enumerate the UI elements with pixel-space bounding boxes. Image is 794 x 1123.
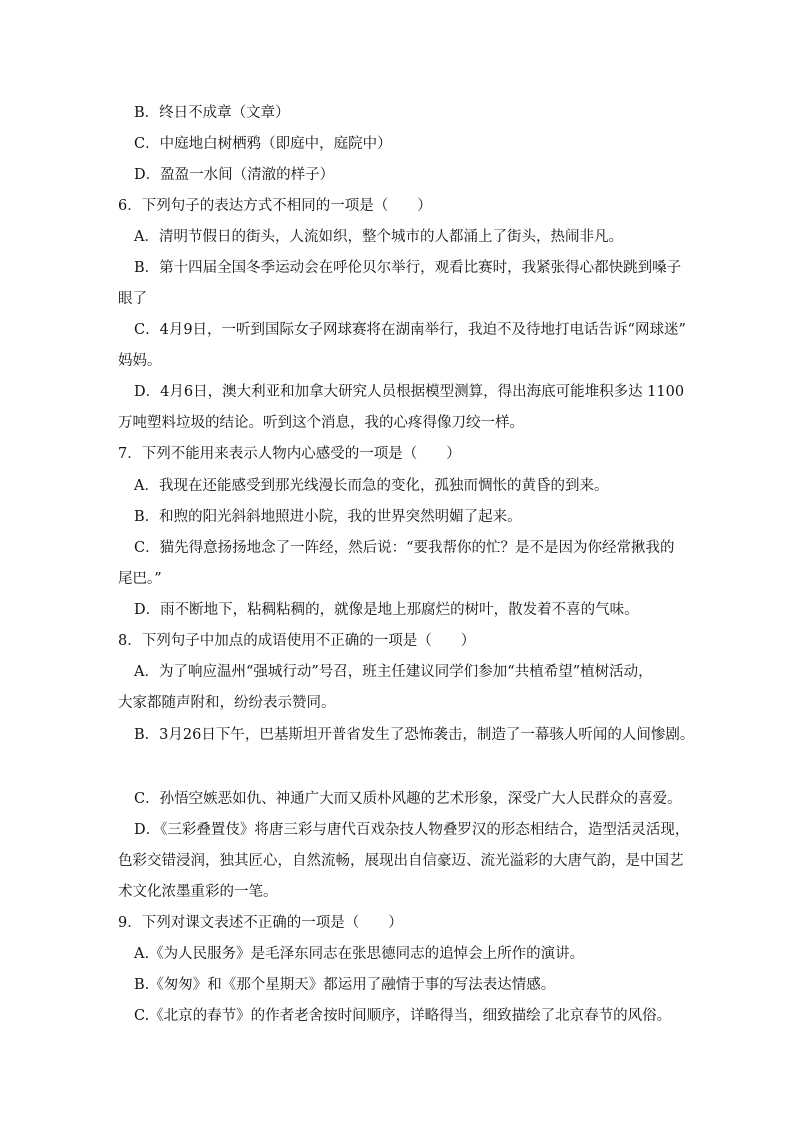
option-6c: C．4月9日，一听到国际女子网球赛将在湖南举行，我迫不及待地打电话告诉“网球迷”	[134, 322, 686, 338]
option-8d: D．《三彩叠置伎》将唐三彩与唐代百戏杂技人物叠罗汉的形态相结合，造型活灵活现，	[134, 822, 690, 838]
option-8d-cont-1: 色彩交错浸润，独其匠心，自然流畅，展现出自信豪迈、流光溢彩的大唐气韵，是中国艺	[118, 853, 684, 869]
option-6b: B．第十四届全国冬季运动会在呼伦贝尔举行，观看比赛时，我紧张得心都快跳到嗓子	[134, 260, 682, 276]
option-8a: A．为了响应温州“强城行动”号召，班主任建议同学们参加“共植希望”植树活动，	[134, 664, 653, 680]
option-9a: A.《为人民服务》是毛泽东同志在张思德同志的追悼会上所作的演讲。	[134, 946, 585, 962]
question-7: 7．下列不能用来表示人物内心感受的一项是（ ）	[118, 446, 461, 462]
option-6c-cont: 妈妈。	[118, 353, 162, 369]
option-5b: B．终日不成章（文章）	[134, 105, 290, 121]
option-6d: D．4月6日，澳大利亚和加拿大研究人员根据模型测算，得出海底可能堆积多达 1100	[134, 384, 685, 400]
question-9: 9．下列对课文表述不正确的一项是（ ）	[118, 915, 403, 931]
option-5d: D．盈盈一水间（清澈的样子）	[134, 167, 335, 183]
question-6: 6．下列句子的表达方式不相同的一项是（ ）	[118, 198, 432, 214]
option-7b: B．和煦的阳光斜斜地照进小院，我的世界突然明媚了起来。	[134, 509, 522, 525]
option-8c: C．孙悟空嫉恶如仇、神通广大而又质朴风趣的艺术形象，深受广大人民群众的喜爱。	[134, 791, 682, 807]
option-9c: C.《北京的春节》的作者老舍按时间顺序，详略得当，细致描绘了北京春节的风俗。	[134, 1008, 672, 1024]
option-8b: B．3月26日下午，巴基斯坦开普省发生了恐怖袭击，制造了一幕骇人听闻的人间惨剧。	[134, 727, 695, 743]
option-6b-cont: 眼了	[118, 291, 147, 307]
option-7d: D．雨不断地下，粘稠粘稠的，就像是地上那腐烂的树叶，散发着不喜的气味。	[134, 602, 639, 618]
option-7c: C．猫先得意扬扬地念了一阵经，然后说：“要我帮你的忙？是不是因为你经常揪我的	[134, 540, 675, 556]
option-6a: A．清明节假日的街头，人流如织，整个城市的人都涌上了街头，热闹非凡。	[134, 229, 623, 245]
option-7c-cont: 尾巴。”	[118, 571, 162, 587]
option-5c: C．中庭地白树栖鸦（即庭中，庭院中）	[134, 136, 392, 152]
option-8a-cont: 大家都随声附和，纷纷表示赞同。	[118, 695, 336, 711]
option-7a: A．我现在还能感受到那光线漫长而急的变化，孤独而惆怅的黄昏的到来。	[134, 478, 609, 494]
option-6d-cont: 万吨塑料垃圾的结论。听到这个消息，我的心疼得像刀绞一样。	[118, 415, 524, 431]
question-8: 8．下列句子中加点的成语使用不正确的一项是（ ）	[118, 633, 476, 649]
option-9b: B.《匆匆》和《那个星期天》都运用了融情于事的写法表达情感。	[134, 977, 556, 993]
option-8d-cont-2: 术文化浓墨重彩的一笔。	[118, 884, 278, 900]
